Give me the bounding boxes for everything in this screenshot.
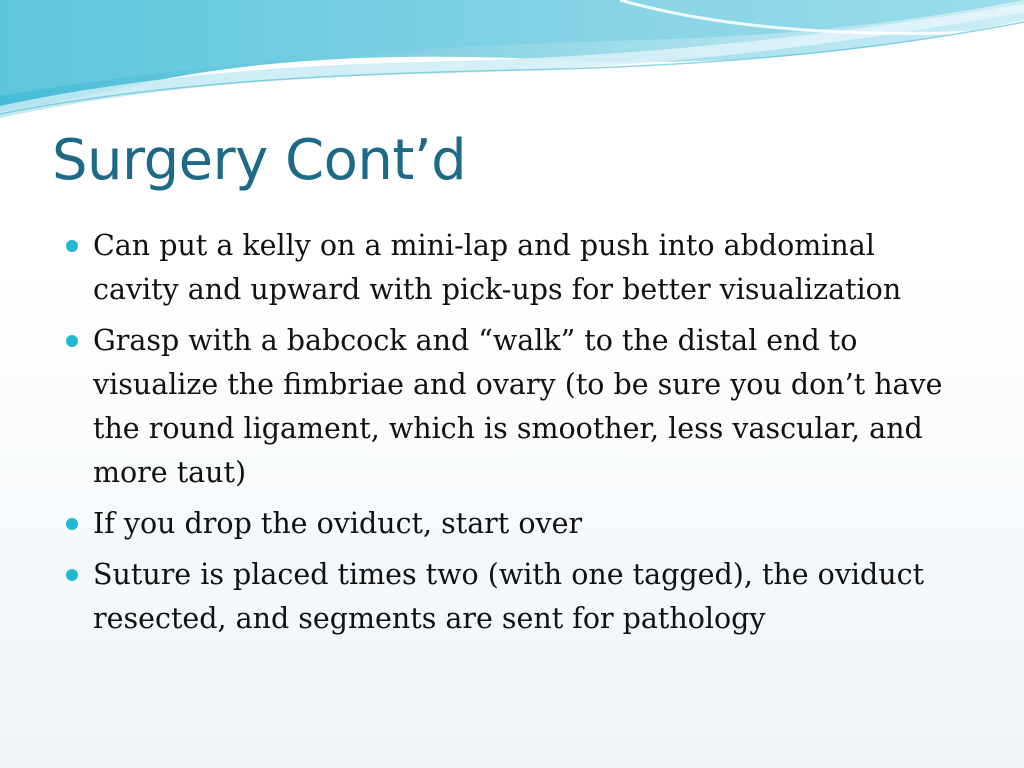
- bullet-marker-icon: [66, 518, 78, 530]
- bullet-item: [62, 319, 962, 495]
- bullet-item: [62, 553, 962, 641]
- bullet-text: Grasp with a babcock and “walk” to the distal end to visualize the fimbriae and ovary (to be sure you don’t have the round ligament, which is smoother, less vascular, and more taut): [93, 324, 943, 489]
- bullet-marker-icon: [66, 335, 78, 347]
- bullet-marker-icon: [66, 240, 78, 252]
- header-wave-decoration: [0, 0, 1024, 130]
- bullet-list: [62, 224, 962, 648]
- bullet-text: If you drop the oviduct, start over: [93, 507, 583, 540]
- bullet-marker-icon: [66, 569, 78, 581]
- slide-title: Surgery Cont’d: [52, 128, 467, 193]
- bullet-text: Can put a kelly on a mini-lap and push into abdominal cavity and upward with pick-ups for better visualization: [93, 229, 902, 306]
- bullet-item: [62, 224, 962, 312]
- bullet-text: Suture is placed times two (with one tagged), the oviduct resected, and segments are sent for pathology: [93, 558, 925, 635]
- bullet-item: [62, 502, 962, 546]
